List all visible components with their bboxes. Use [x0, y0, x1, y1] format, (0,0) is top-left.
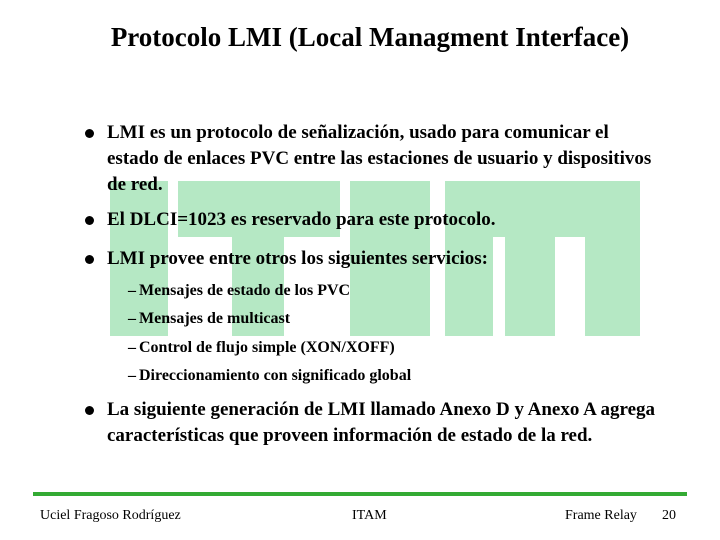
dash-icon: – — [128, 310, 136, 327]
bullet-dot-icon — [85, 255, 94, 264]
bullet-text: El DLCI=1023 es reservado para este protocolo. — [107, 209, 496, 230]
bullet-text: LMI provee entre otros los siguientes servicios: — [107, 248, 489, 269]
sub-item-text: Mensajes de estado de los PVC — [139, 282, 351, 299]
footer-divider — [33, 492, 687, 496]
footer-topic: Frame Relay — [565, 508, 637, 523]
bullet-text: LMI es un protocolo de señalización, usado para comunicar el estado de enlaces PVC entre las estaciones de usuario y dispositivos de red. — [107, 122, 652, 195]
dash-icon: – — [128, 339, 136, 356]
dash-icon: – — [128, 367, 136, 384]
page-number: 20 — [662, 508, 676, 523]
sub-item-text: Direccionamiento con significado global — [139, 367, 412, 384]
bullet-dot-icon — [85, 216, 94, 225]
footer-institution: ITAM — [352, 508, 387, 523]
bullet-dot-icon — [85, 129, 94, 138]
bullet-text: La siguiente generación de LMI llamado Anexo D y Anexo A agrega características que proveen información de estado de la red. — [107, 399, 656, 446]
sub-item-text: Control de flujo simple (XON/XOFF) — [139, 339, 395, 356]
sub-item-text: Mensajes de multicast — [139, 310, 291, 327]
footer-author: Uciel Fragoso Rodríguez — [40, 508, 181, 523]
bullet-dot-icon — [85, 406, 94, 415]
dash-icon: – — [128, 282, 136, 299]
slide-title: Protocolo LMI (Local Managment Interface) — [110, 22, 630, 52]
